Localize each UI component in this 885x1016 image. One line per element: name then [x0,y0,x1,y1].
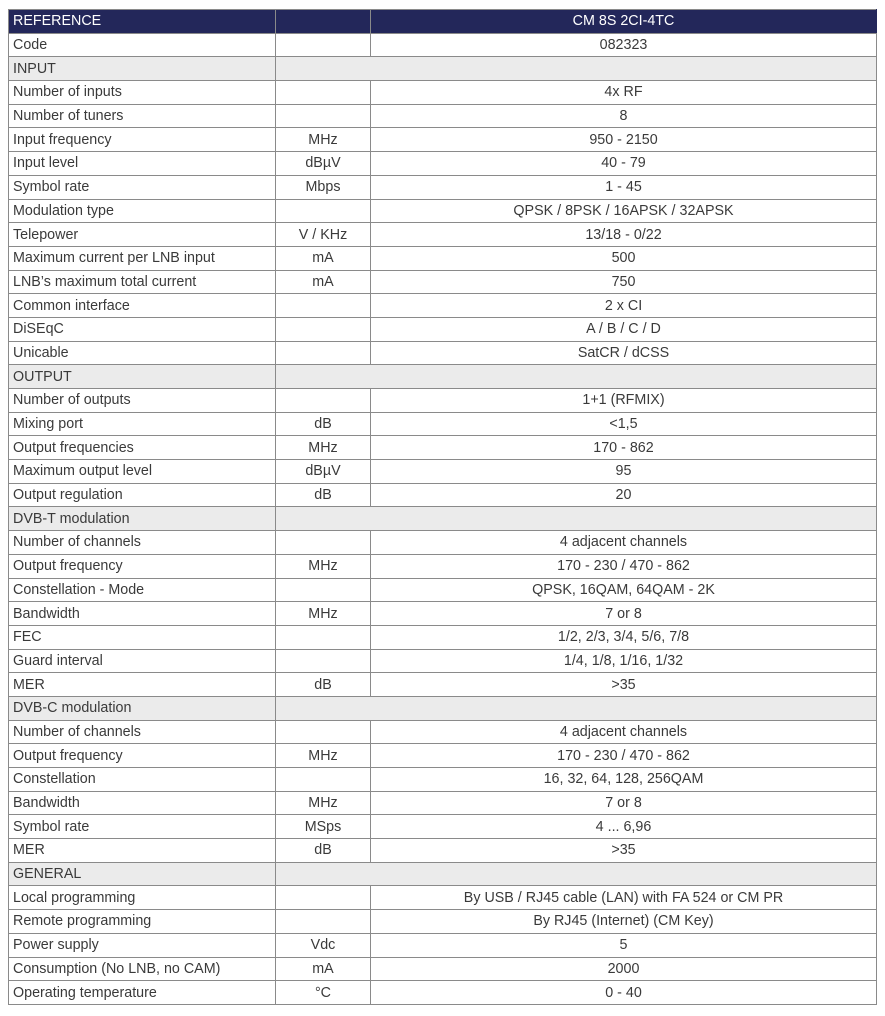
spec-row [9,128,877,152]
unit-cell [276,294,371,318]
value-cell: By USB / RJ45 cable (LAN) with FA 524 or CM PR [371,886,877,910]
param-cell: Number of tuners [9,104,276,128]
unit-cell: MHz [276,602,371,626]
section-label: DVB-T modulation [9,507,276,531]
spec-row [9,246,877,270]
value-cell: 170 - 230 / 470 - 862 [371,554,877,578]
section-label: GENERAL [9,862,276,886]
unit-cell: dBµV [276,152,371,176]
unit-cell [276,649,371,673]
value-cell: 95 [371,460,877,484]
section-label: INPUT [9,57,276,81]
spec-row [9,460,877,484]
unit-cell [276,625,371,649]
param-cell: Number of channels [9,531,276,555]
value-cell: SatCR / dCSS [371,341,877,365]
param-cell: LNB’s maximum total current [9,270,276,294]
section-fill [276,57,877,81]
section-row [9,862,877,886]
param-cell: Consumption (No LNB, no CAM) [9,957,276,981]
spec-row [9,602,877,626]
value-cell: By RJ45 (Internet) (CM Key) [371,910,877,934]
section-fill [276,507,877,531]
value-cell: 4 ... 6,96 [371,815,877,839]
value-cell: >35 [371,673,877,697]
unit-cell: dB [276,673,371,697]
unit-cell: MHz [276,744,371,768]
spec-row [9,625,877,649]
spec-row [9,815,877,839]
spec-table [8,9,877,1005]
spec-row [9,578,877,602]
param-cell: Maximum current per LNB input [9,246,276,270]
value-cell: 1+1 (RFMIX) [371,389,877,413]
param-cell: Input level [9,152,276,176]
value-cell: 750 [371,270,877,294]
unit-cell [276,768,371,792]
value-cell: 1 - 45 [371,175,877,199]
spec-row [9,412,877,436]
param-cell: Symbol rate [9,175,276,199]
value-cell: 2 x CI [371,294,877,318]
unit-cell [276,578,371,602]
value-cell: 4x RF [371,81,877,105]
unit-cell [276,81,371,105]
value-cell: <1,5 [371,412,877,436]
unit-cell: MSps [276,815,371,839]
spec-row [9,981,877,1005]
param-cell: MER [9,839,276,863]
param-cell: MER [9,673,276,697]
unit-cell: mA [276,270,371,294]
value-cell: 082323 [371,33,877,57]
param-cell: Output frequency [9,744,276,768]
unit-cell: dBµV [276,460,371,484]
value-cell: QPSK, 16QAM, 64QAM - 2K [371,578,877,602]
model-header: CM 8S 2CI-4TC [371,10,877,34]
value-cell: 1/4, 1/8, 1/16, 1/32 [371,649,877,673]
spec-row [9,483,877,507]
spec-row [9,436,877,460]
param-cell: Local programming [9,886,276,910]
spec-row [9,933,877,957]
spec-row [9,81,877,105]
value-cell: 13/18 - 0/22 [371,223,877,247]
unit-cell: MHz [276,791,371,815]
unit-cell [276,317,371,341]
spec-row [9,554,877,578]
unit-cell: MHz [276,436,371,460]
param-cell: Guard interval [9,649,276,673]
section-row [9,507,877,531]
param-cell: Constellation [9,768,276,792]
spec-row [9,294,877,318]
value-cell: QPSK / 8PSK / 16APSK / 32APSK [371,199,877,223]
spec-row [9,673,877,697]
unit-cell [276,389,371,413]
param-cell: Output frequency [9,554,276,578]
value-cell: 0 - 40 [371,981,877,1005]
param-cell: Output frequencies [9,436,276,460]
param-cell: Number of outputs [9,389,276,413]
unit-cell [276,104,371,128]
unit-cell [276,910,371,934]
unit-cell: Vdc [276,933,371,957]
spec-row [9,104,877,128]
spec-row [9,531,877,555]
param-cell: Code [9,33,276,57]
param-cell: Common interface [9,294,276,318]
value-cell: 40 - 79 [371,152,877,176]
unit-cell [276,720,371,744]
param-cell: Bandwidth [9,602,276,626]
param-cell: Number of channels [9,720,276,744]
param-cell: Input frequency [9,128,276,152]
param-cell: Modulation type [9,199,276,223]
param-cell: Maximum output level [9,460,276,484]
section-row [9,57,877,81]
unit-cell: dB [276,839,371,863]
unit-cell [276,341,371,365]
spec-row [9,270,877,294]
param-cell: Output regulation [9,483,276,507]
value-cell: 16, 32, 64, 128, 256QAM [371,768,877,792]
unit-cell: mA [276,957,371,981]
unit-header [276,10,371,34]
value-cell: 950 - 2150 [371,128,877,152]
param-cell: DiSEqC [9,317,276,341]
spec-row [9,152,877,176]
spec-row [9,223,877,247]
value-cell: 500 [371,246,877,270]
unit-cell [276,531,371,555]
param-cell: Number of inputs [9,81,276,105]
spec-row [9,910,877,934]
value-cell: 1/2, 2/3, 3/4, 5/6, 7/8 [371,625,877,649]
unit-cell [276,199,371,223]
value-cell: 2000 [371,957,877,981]
unit-cell: dB [276,412,371,436]
spec-row [9,199,877,223]
param-cell: FEC [9,625,276,649]
section-fill [276,365,877,389]
spec-row [9,317,877,341]
spec-row [9,175,877,199]
param-cell: Power supply [9,933,276,957]
value-cell: 7 or 8 [371,791,877,815]
param-cell: Operating temperature [9,981,276,1005]
spec-row [9,720,877,744]
spec-row [9,957,877,981]
param-cell: Constellation - Mode [9,578,276,602]
unit-cell: MHz [276,554,371,578]
unit-cell: MHz [276,128,371,152]
value-cell: A / B / C / D [371,317,877,341]
spec-row [9,341,877,365]
spec-row [9,886,877,910]
unit-cell: dB [276,483,371,507]
value-cell: 8 [371,104,877,128]
param-cell: Unicable [9,341,276,365]
unit-cell: Mbps [276,175,371,199]
value-cell: 7 or 8 [371,602,877,626]
value-cell: 170 - 230 / 470 - 862 [371,744,877,768]
spec-table-body [9,33,877,1004]
value-cell: 20 [371,483,877,507]
spec-table-header [9,10,877,34]
spec-row [9,33,877,57]
value-cell: 170 - 862 [371,436,877,460]
param-cell: Bandwidth [9,791,276,815]
param-cell: Remote programming [9,910,276,934]
spec-row [9,744,877,768]
spec-row [9,791,877,815]
unit-cell: °C [276,981,371,1005]
param-cell: Symbol rate [9,815,276,839]
section-row [9,696,877,720]
spec-row [9,768,877,792]
value-cell: 5 [371,933,877,957]
spec-row [9,839,877,863]
unit-cell [276,33,371,57]
section-label: DVB-C modulation [9,696,276,720]
param-cell: Telepower [9,223,276,247]
param-cell: Mixing port [9,412,276,436]
header-row [9,10,877,34]
spec-row [9,389,877,413]
reference-header: REFERENCE [9,10,276,34]
section-fill [276,862,877,886]
spec-row [9,649,877,673]
section-fill [276,696,877,720]
value-cell: 4 adjacent channels [371,531,877,555]
unit-cell: mA [276,246,371,270]
value-cell: >35 [371,839,877,863]
unit-cell [276,886,371,910]
unit-cell: V / KHz [276,223,371,247]
section-label: OUTPUT [9,365,276,389]
value-cell: 4 adjacent channels [371,720,877,744]
section-row [9,365,877,389]
